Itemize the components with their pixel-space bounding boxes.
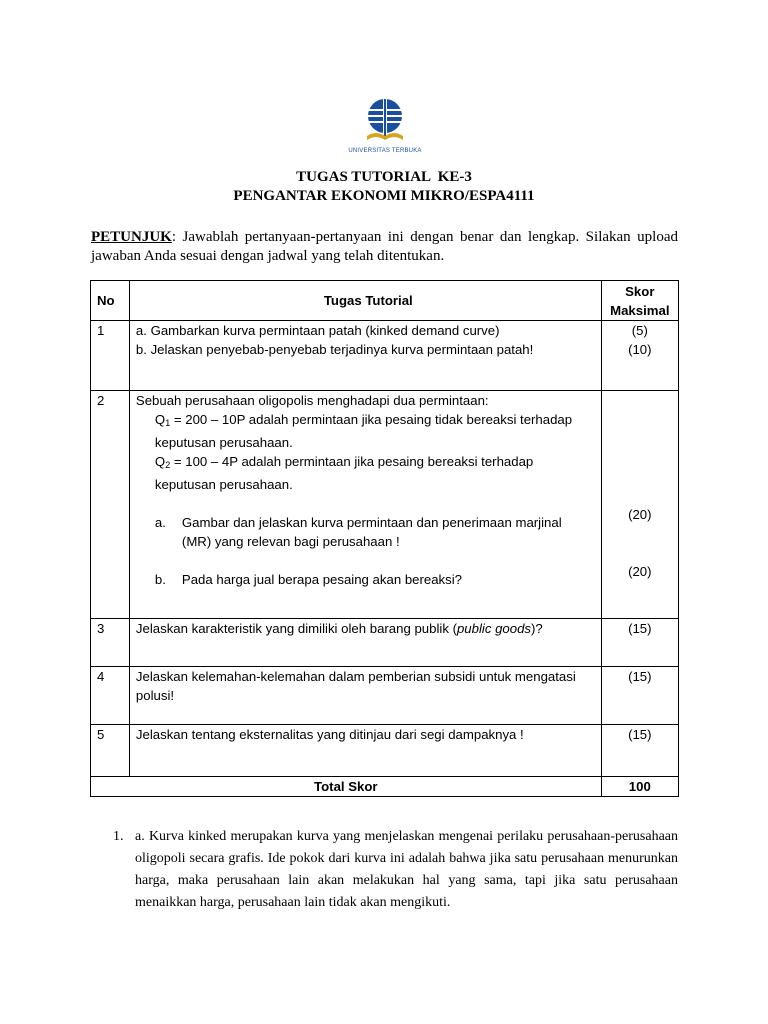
score-b: (20) — [628, 564, 652, 579]
instructions-text: : Jawablah pertanyaan-pertanyaan ini dengan benar dan lengkap. Silakan upload jawaban Anda sesuai dengan jadwal yang telah ditentukan. — [91, 229, 678, 264]
table-row — [91, 725, 679, 777]
answer-number: 1. — [113, 829, 124, 844]
universitas-terbuka-logo — [355, 92, 415, 152]
task-text: Jelaskan tentang eksternalitas yang ditinjau dari segi dampaknya ! — [135, 727, 524, 742]
demand-q1-cont: keputusan perusahaan. — [154, 435, 293, 450]
total-row — [91, 777, 679, 797]
score: (15) — [628, 621, 652, 636]
answer-section — [91, 826, 678, 914]
task-item-b: b. Pada harga jual berapa pesaing akan bereaksi? — [154, 572, 462, 587]
instructions-label: PETUNJUK — [91, 229, 172, 245]
score-b: (10) — [628, 342, 652, 357]
document-subtitle: PENGANTAR EKONOMI MIKRO/ESPA4111 — [233, 188, 535, 204]
table-row — [91, 667, 679, 725]
document-title: TUGAS TUTORIAL KE-3 — [296, 169, 472, 185]
score-a: (5) — [631, 323, 648, 338]
task-text: Jelaskan karakteristik yang dimiliki oleh barang publik (public goods)? — [135, 621, 543, 636]
total-value: 100 — [628, 779, 651, 794]
table-header-row — [91, 281, 679, 321]
header-task: Tugas Tutorial — [129, 281, 601, 321]
table-row — [91, 391, 679, 619]
header-no: No — [91, 281, 130, 321]
header-score-line2: Maksimal — [610, 302, 670, 318]
score: (15) — [628, 669, 652, 684]
score-a: (20) — [628, 507, 652, 522]
logo-caption: UNIVERSITAS TERBUKA — [348, 148, 422, 154]
row-number: 3 — [97, 621, 105, 636]
score: (15) — [628, 727, 652, 742]
total-label: Total Skor — [314, 779, 378, 794]
task-item-a: a. Gambarkan kurva permintaan patah (kinked demand curve) — [135, 323, 500, 338]
task-intro: Sebuah perusahaan oligopolis menghadapi dua permintaan: — [135, 393, 489, 408]
answer-text: a. Kurva kinked merupakan kurva yang menjelaskan mengenai perilaku perusahaan-perusahaan oligopoli secara grafis. Ide pokok dari kurva ini adalah bahwa jika satu perusahaan menurunkan harga, maka perusahaan lain akan melakukan hal yang sama, tapi jika satu perusahaan menaikkan harga, perusahaan lain tidak akan mengikuti. — [135, 829, 678, 910]
row-number: 2 — [97, 393, 105, 408]
header-score — [601, 281, 678, 321]
row-number: 1 — [97, 323, 105, 338]
row-number: 5 — [97, 727, 105, 742]
task-text-line1: Jelaskan kelemahan-kelemahan dalam pemberian subsidi untuk mengatasi — [135, 669, 576, 684]
demand-q2-cont: keputusan perusahaan. — [154, 477, 293, 492]
header-score-line1: Skor — [625, 283, 655, 299]
table-row — [91, 321, 679, 391]
demand-q1: $Q_1 = 200 - 10P$ adalah permintaan jika pesaing tidak bereaksi terhadap — [154, 412, 573, 428]
demand-q2: $Q_2 = 100 - 4P$ adalah permintaan jika pesaing bereaksi terhadap — [154, 454, 534, 470]
task-text-line2: polusi! — [135, 688, 175, 703]
row-number: 4 — [97, 669, 105, 684]
table-row — [91, 619, 679, 667]
task-item-a: a. Gambar dan jelaskan kurva permintaan dan penerimaan marjinal (MR) yang relevan bagi perusahaan ! — [154, 515, 562, 549]
assignment-table — [90, 280, 679, 797]
task-item-b: b. Jelaskan penyebab-penyebab terjadinya kurva permintaan patah! — [135, 342, 534, 357]
instructions — [91, 228, 678, 266]
